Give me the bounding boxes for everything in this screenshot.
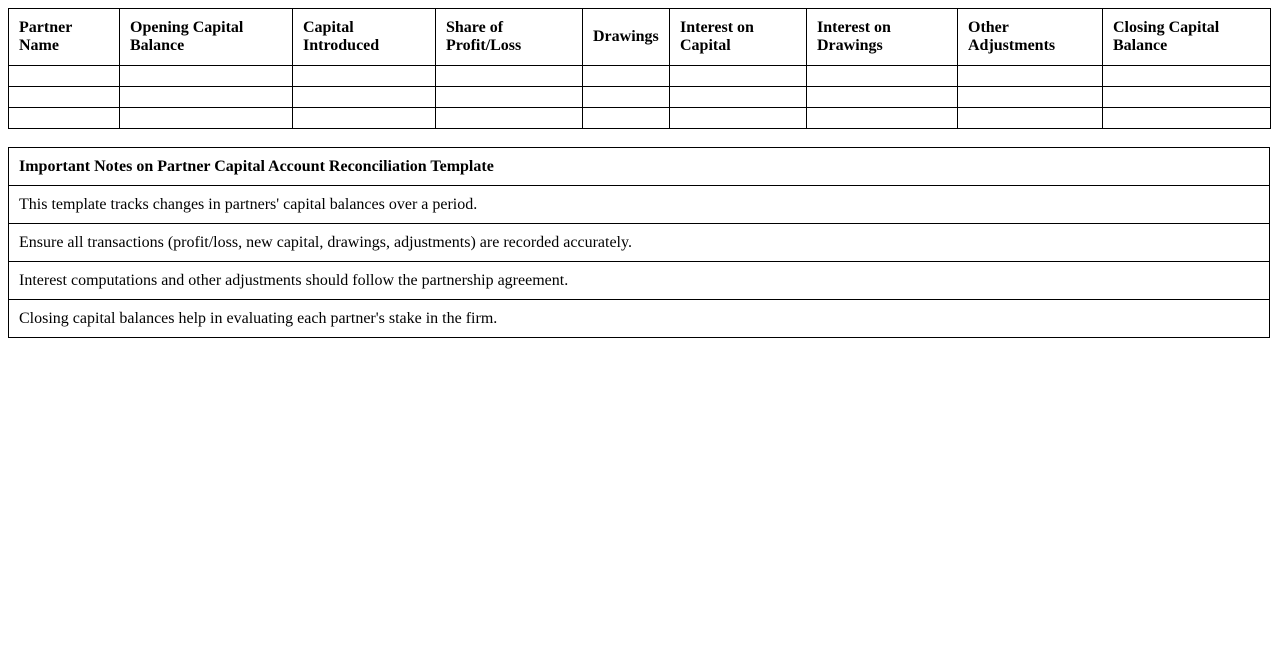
table-cell[interactable]: [293, 66, 436, 87]
header-other-adjustments: Other Adjustments: [958, 9, 1103, 66]
table-cell[interactable]: [1103, 87, 1271, 108]
table-header-row: [9, 9, 1271, 66]
table-cell[interactable]: [120, 66, 293, 87]
table-cell[interactable]: [9, 108, 120, 129]
note-row: [9, 186, 1270, 224]
table-row: [9, 66, 1271, 87]
table-cell[interactable]: [9, 66, 120, 87]
header-capital-introduced: Capital Introduced: [293, 9, 436, 66]
table-cell[interactable]: [958, 87, 1103, 108]
table-cell[interactable]: [293, 87, 436, 108]
note-row: [9, 262, 1270, 300]
header-drawings: Drawings: [583, 9, 670, 66]
table-cell[interactable]: [9, 87, 120, 108]
header-opening-capital-balance: Opening Capital Balance: [120, 9, 293, 66]
table-cell[interactable]: [670, 108, 807, 129]
table-cell[interactable]: [807, 87, 958, 108]
table-cell[interactable]: [120, 108, 293, 129]
note-item: Closing capital balances help in evaluating each partner's stake in the firm.: [9, 300, 1270, 338]
table-cell[interactable]: [670, 87, 807, 108]
notes-table: [8, 147, 1270, 338]
header-share-of-profit-loss: Share of Profit/Loss: [436, 9, 583, 66]
table-cell[interactable]: [958, 108, 1103, 129]
header-closing-capital-balance: Closing Capital Balance: [1103, 9, 1271, 66]
table-cell[interactable]: [958, 66, 1103, 87]
table-cell[interactable]: [670, 66, 807, 87]
table-cell[interactable]: [807, 66, 958, 87]
table-row: [9, 108, 1271, 129]
header-interest-on-drawings: Interest on Drawings: [807, 9, 958, 66]
header-partner-name: Partner Name: [9, 9, 120, 66]
table-row: [9, 87, 1271, 108]
note-item: This template tracks changes in partners' capital balances over a period.: [9, 186, 1270, 224]
table-cell[interactable]: [293, 108, 436, 129]
table-cell[interactable]: [120, 87, 293, 108]
table-cell[interactable]: [436, 66, 583, 87]
header-interest-on-capital: Interest on Capital: [670, 9, 807, 66]
table-cell[interactable]: [1103, 108, 1271, 129]
table-cell[interactable]: [807, 108, 958, 129]
note-row: [9, 224, 1270, 262]
note-row: [9, 300, 1270, 338]
note-item: Interest computations and other adjustments should follow the partnership agreement.: [9, 262, 1270, 300]
table-cell[interactable]: [583, 66, 670, 87]
note-item: Ensure all transactions (profit/loss, new capital, drawings, adjustments) are recorded accurately.: [9, 224, 1270, 262]
partner-capital-table: [8, 8, 1271, 129]
notes-title: Important Notes on Partner Capital Account Reconciliation Template: [9, 148, 1270, 186]
table-cell[interactable]: [436, 87, 583, 108]
table-cell[interactable]: [583, 87, 670, 108]
notes-title-row: [9, 148, 1270, 186]
table-cell[interactable]: [436, 108, 583, 129]
table-cell[interactable]: [1103, 66, 1271, 87]
table-cell[interactable]: [583, 108, 670, 129]
